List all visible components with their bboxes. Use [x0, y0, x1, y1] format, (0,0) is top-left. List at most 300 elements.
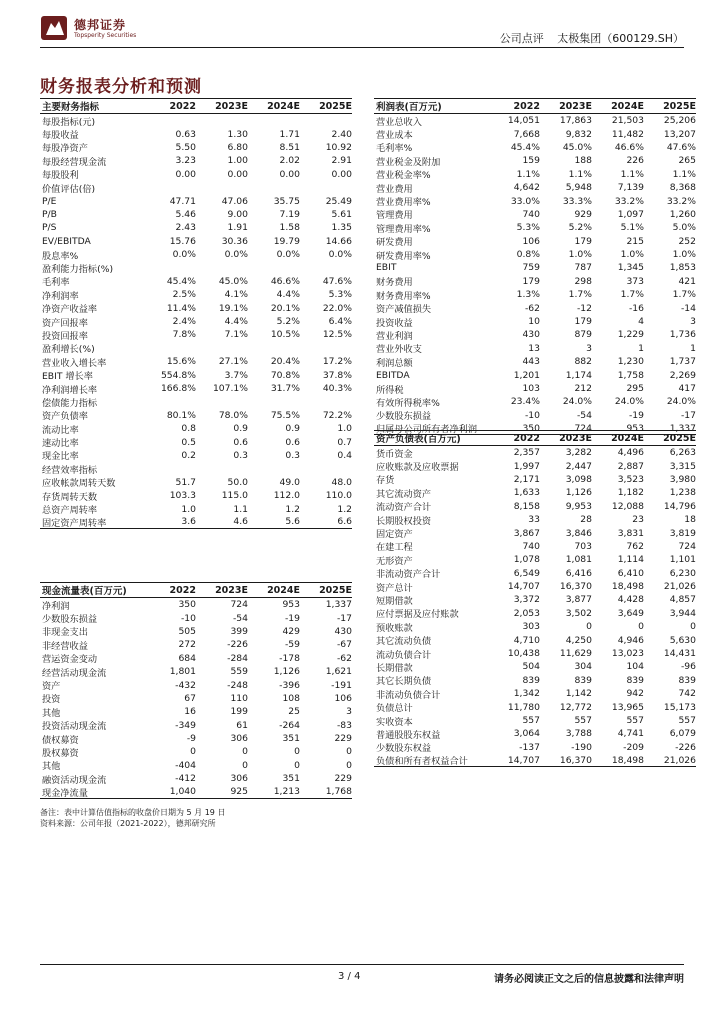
row-value: 6.4%: [328, 316, 352, 328]
row-value: 14.66: [325, 235, 352, 247]
table-row: [374, 382, 696, 395]
row-value: 1.3%: [516, 289, 540, 301]
table-row: [40, 382, 352, 395]
row-value: 2,357: [513, 447, 540, 459]
row-value: 1,342: [513, 688, 540, 700]
row-value: 0.6: [285, 436, 300, 448]
table-row: [374, 486, 696, 499]
row-value: 7.19: [279, 208, 300, 220]
table-row: [374, 473, 696, 486]
row-label: 净利润率: [42, 290, 79, 302]
row-value: 11,780: [507, 701, 540, 713]
row-value: 1,337: [669, 422, 696, 434]
row-value: 0: [586, 621, 592, 633]
row-value: 1.0: [337, 423, 352, 435]
row-value: 2,053: [513, 607, 540, 619]
row-value: 1.1: [233, 503, 248, 515]
row-value: 3.23: [175, 155, 196, 167]
row-value: 0.8%: [516, 249, 540, 261]
row-value: 20.4%: [270, 356, 300, 368]
row-value: 351: [282, 733, 300, 745]
row-value: 107.1%: [212, 383, 248, 394]
row-label: 投资: [42, 694, 61, 706]
row-value: 1,078: [513, 554, 540, 566]
row-value: 724: [230, 599, 248, 611]
row-value: 1.30: [227, 128, 248, 140]
row-value: 1.00: [227, 155, 248, 167]
row-label: 营运资金变动: [42, 654, 98, 666]
row-value: 351: [282, 773, 300, 785]
row-value: 1: [638, 342, 644, 354]
row-label: 投资活动现金流: [42, 721, 107, 733]
row-value: 0.9: [233, 423, 248, 435]
row-label: 每股指标(元): [42, 116, 96, 128]
row-value: 1.0%: [620, 249, 644, 261]
row-value: 3,098: [565, 473, 592, 485]
row-value: 0.3: [285, 449, 300, 461]
row-value: 13,207: [663, 128, 696, 140]
row-label: 毛利率%: [376, 143, 413, 155]
row-value: 0.63: [175, 128, 196, 140]
row-label: 所得税: [376, 384, 404, 396]
row-value: 23: [632, 514, 644, 526]
row-value: 2.4%: [172, 316, 196, 328]
row-value: 1,737: [669, 356, 696, 368]
table-title: 现金流量表(百万元): [42, 586, 127, 597]
row-label: 研发费用率%: [376, 250, 431, 262]
row-value: 4,710: [513, 634, 540, 646]
table-row: [374, 446, 696, 459]
row-label: 每股收益: [42, 130, 79, 142]
row-value: 19.79: [273, 235, 300, 247]
row-value: 6,410: [617, 567, 644, 579]
row-value: 3,372: [513, 594, 540, 606]
table-row: [40, 127, 352, 140]
row-value: 47.6%: [322, 275, 352, 287]
row-value: 557: [574, 715, 592, 726]
row-value: 47.71: [169, 195, 196, 207]
row-label: 无形资产: [376, 555, 413, 567]
table-row: [40, 678, 352, 691]
row-label: 融资活动现金流: [42, 774, 107, 786]
row-value: 1.0%: [568, 249, 592, 261]
row-value: 1,081: [565, 554, 592, 566]
row-value: -54: [232, 612, 248, 624]
row-label: 净资产收益率: [42, 304, 98, 316]
row-value: 15.6%: [166, 356, 196, 368]
row-value: 112.0: [273, 490, 300, 502]
table-row: [374, 500, 696, 513]
table-row: [374, 328, 696, 341]
table-row: [374, 714, 696, 727]
row-value: 4.1%: [224, 289, 248, 301]
row-value: 1.7%: [620, 289, 644, 301]
table-row: [374, 620, 696, 633]
row-label: 每股股利: [42, 170, 79, 182]
row-value: 929: [574, 208, 592, 220]
row-value: 0: [638, 621, 644, 633]
table-row: [374, 633, 696, 646]
row-value: 0: [294, 746, 300, 758]
row-value: 1,337: [325, 599, 352, 611]
row-value: 7.8%: [172, 329, 196, 341]
row-value: 1.2: [285, 503, 300, 515]
table-row: [374, 248, 696, 261]
table-header: [40, 98, 352, 114]
row-value: 724: [678, 540, 696, 552]
table-row: [374, 275, 696, 288]
row-value: 33.2%: [666, 195, 696, 207]
row-value: -264: [279, 719, 300, 731]
row-value: 10.5%: [270, 329, 300, 341]
row-value: 557: [626, 715, 644, 726]
year-header: 2024E: [611, 432, 644, 444]
row-value: 110: [230, 692, 248, 704]
table-row: [374, 154, 696, 167]
year-header: 2022: [169, 100, 196, 112]
page-footer: [40, 964, 684, 984]
table-row: [374, 288, 696, 301]
row-value: 115.0: [221, 490, 248, 502]
row-value: 4,496: [617, 447, 644, 459]
row-value: 0.0%: [276, 249, 300, 261]
row-value: 399: [230, 625, 248, 637]
row-value: 2.43: [175, 222, 196, 234]
row-value: 1,230: [617, 356, 644, 368]
year-header: 2022: [169, 584, 196, 596]
row-value: 2,447: [565, 460, 592, 472]
table-row: [374, 208, 696, 221]
row-value: 33: [528, 514, 540, 526]
row-label: EBITDA: [376, 369, 410, 381]
row-value: 3,788: [565, 728, 592, 740]
row-label: 经营活动现金流: [42, 667, 107, 679]
table-row: [40, 248, 352, 261]
row-value: 108: [282, 692, 300, 704]
table-title: 主要财务指标: [42, 102, 100, 113]
table-row: [40, 692, 352, 705]
row-value: 557: [678, 715, 696, 726]
row-value: 45.0%: [562, 141, 592, 153]
row-value: 188: [574, 155, 592, 167]
row-value: 6,079: [669, 728, 696, 740]
row-value: 3,980: [669, 473, 696, 485]
row-value: 2,269: [669, 369, 696, 381]
row-value: 303: [522, 621, 540, 633]
row-value: 554.8%: [160, 369, 196, 381]
table-row: [40, 194, 352, 207]
row-value: -16: [628, 302, 644, 314]
row-value: 4.4%: [224, 316, 248, 328]
row-value: 27.1%: [218, 356, 248, 368]
row-label: EBIT 增长率: [42, 371, 93, 383]
row-label: 股息率%: [42, 250, 79, 262]
logo-name: 德邦证券: [74, 18, 127, 32]
row-value: 1.58: [279, 222, 300, 234]
row-value: 1,114: [617, 554, 644, 566]
row-value: 2,171: [513, 473, 540, 485]
row-value: 4,642: [513, 182, 540, 194]
row-value: 3,831: [617, 527, 644, 539]
row-value: 18,498: [611, 754, 644, 766]
row-value: -284: [227, 652, 248, 664]
row-value: 3,064: [513, 728, 540, 740]
table-row: [374, 700, 696, 713]
row-label: 盈利增长(%): [42, 344, 95, 356]
row-value: 1: [690, 342, 696, 354]
row-value: 5.3%: [328, 289, 352, 301]
row-value: 252: [678, 235, 696, 247]
row-value: 9.00: [227, 208, 248, 220]
row-value: 14,707: [507, 581, 540, 593]
row-value: 1,621: [325, 666, 352, 678]
row-value: -10: [524, 409, 540, 421]
row-value: 1,736: [669, 329, 696, 341]
table-row: [374, 368, 696, 381]
row-label: 营业外收支: [376, 344, 422, 356]
row-label: 营业收入增长率: [42, 357, 107, 369]
row-value: 18: [684, 514, 696, 526]
year-header: 2025E: [663, 432, 696, 444]
row-value: -10: [180, 612, 196, 624]
row-value: 46.6%: [270, 275, 300, 287]
table-row: [40, 745, 352, 758]
row-value: 25: [288, 706, 300, 718]
note-line: 资料来源：公司年报（2021-2022），德邦研究所: [40, 819, 216, 828]
table-title: 资产负债表(百万元): [376, 434, 461, 445]
row-label: EBIT: [376, 262, 397, 274]
row-value: 17,863: [559, 115, 592, 127]
row-value: 1,174: [565, 369, 592, 381]
row-value: 5,948: [565, 182, 592, 194]
row-value: 0.00: [175, 168, 196, 180]
row-value: -59: [284, 639, 300, 651]
row-value: 179: [574, 235, 592, 247]
row-value: 28: [580, 514, 592, 526]
row-value: 0.00: [227, 168, 248, 180]
row-value: 47.6%: [666, 141, 696, 153]
row-value: 1,201: [513, 369, 540, 381]
row-value: 879: [574, 329, 592, 341]
row-value: 839: [574, 674, 592, 686]
row-value: 787: [574, 262, 592, 274]
row-value: -226: [227, 639, 248, 651]
table-row: [374, 221, 696, 234]
company-logo: [40, 14, 190, 44]
row-value: 33.3%: [562, 195, 592, 207]
row-value: 1,853: [669, 262, 696, 274]
row-value: 0.8: [181, 423, 196, 435]
row-value: 1.91: [227, 222, 248, 234]
row-value: 16,370: [559, 581, 592, 593]
row-value: 33.0%: [510, 195, 540, 207]
row-value: 1.0: [181, 503, 196, 515]
year-header: 2023E: [559, 100, 592, 112]
row-value: -190: [571, 741, 592, 753]
row-value: 13: [528, 342, 540, 354]
row-value: 18,498: [611, 581, 644, 593]
row-label: 经营效率指标: [42, 464, 98, 476]
row-value: 0: [242, 746, 248, 758]
row-label: 固定资产周转率: [42, 517, 107, 529]
row-label: 非流动资产合计: [376, 569, 441, 581]
table-row: [40, 435, 352, 448]
table-row: [40, 235, 352, 248]
row-value: 298: [574, 275, 592, 287]
year-header: 2022: [513, 100, 540, 112]
row-value: 5.6: [285, 516, 300, 528]
row-value: -19: [628, 409, 644, 421]
row-label: 应付票据及应付账款: [376, 609, 459, 621]
row-value: -412: [175, 773, 196, 785]
row-label: P/B: [42, 208, 57, 220]
row-value: 306: [230, 773, 248, 785]
row-value: 212: [574, 383, 592, 394]
row-value: 5.0%: [672, 222, 696, 234]
year-header: 2024E: [267, 100, 300, 112]
row-value: 8,368: [669, 182, 696, 194]
row-label: 资产: [42, 681, 61, 693]
row-label: 流动负债合计: [376, 649, 432, 661]
row-label: 营业成本: [376, 130, 413, 142]
row-label: 存货周转天数: [42, 491, 98, 503]
row-value: 10: [528, 316, 540, 328]
row-label: 应收账款及应收票据: [376, 462, 459, 474]
row-value: 3,315: [669, 460, 696, 472]
row-value: 9,832: [565, 128, 592, 140]
row-value: 215: [626, 235, 644, 247]
row-value: -432: [175, 679, 196, 691]
row-value: 1,097: [617, 208, 644, 220]
row-value: 2.91: [331, 155, 352, 167]
table-row: [374, 553, 696, 566]
row-value: 7,139: [617, 182, 644, 194]
row-value: 226: [626, 155, 644, 167]
row-value: 51.7: [175, 476, 196, 488]
row-value: -96: [680, 661, 696, 673]
row-label: 营业税金及附加: [376, 156, 441, 168]
table-row: [374, 567, 696, 580]
table-row: [40, 516, 352, 529]
row-value: 12,088: [611, 500, 644, 512]
row-value: 0: [294, 759, 300, 771]
row-label: P/S: [42, 222, 57, 234]
row-value: 4,250: [565, 634, 592, 646]
row-value: 839: [522, 674, 540, 686]
row-value: 1.7%: [568, 289, 592, 301]
year-header: 2023E: [215, 100, 248, 112]
row-value: -404: [175, 759, 196, 771]
row-value: 67: [184, 692, 196, 704]
row-label: 研发费用: [376, 237, 413, 249]
page-number: 3 / 4: [338, 971, 361, 982]
table-row: [40, 208, 352, 221]
row-value: -54: [576, 409, 592, 421]
row-value: 1,260: [669, 208, 696, 220]
row-value: 6,263: [669, 447, 696, 459]
row-value: 6.80: [227, 141, 248, 153]
table-row: [374, 540, 696, 553]
row-value: 37.8%: [322, 369, 352, 381]
row-value: 11,482: [611, 128, 644, 140]
row-label: 债权募资: [42, 734, 79, 746]
row-value: 3,944: [669, 607, 696, 619]
row-value: 14,707: [507, 754, 540, 766]
table-row: [40, 625, 352, 638]
row-value: 557: [522, 715, 540, 726]
row-value: 5.3%: [516, 222, 540, 234]
row-value: 2.02: [279, 155, 300, 167]
row-value: 421: [678, 275, 696, 287]
row-value: 4,428: [617, 594, 644, 606]
row-value: -19: [284, 612, 300, 624]
row-value: 11.4%: [166, 302, 196, 314]
table-row: [40, 288, 352, 301]
row-value: -12: [576, 302, 592, 314]
disclaimer: 请务必阅读正文之后的信息披露和法律声明: [494, 974, 684, 985]
table-row: [40, 422, 352, 435]
row-value: 5.2%: [568, 222, 592, 234]
row-value: 1,633: [513, 487, 540, 499]
row-value: 40.3%: [322, 383, 352, 394]
table-row: [374, 395, 696, 408]
row-label: 短期借款: [376, 596, 413, 607]
row-value: 179: [574, 316, 592, 328]
row-value: 46.6%: [614, 141, 644, 153]
row-value: 8.51: [279, 141, 300, 153]
year-header: 2023E: [559, 432, 592, 444]
row-label: 资产负债率: [42, 411, 88, 423]
table-header: [374, 98, 696, 114]
row-value: 21,026: [663, 754, 696, 766]
table-row: [40, 355, 352, 368]
table-row: [40, 181, 352, 194]
row-value: 0: [346, 746, 352, 758]
table-row: [374, 754, 696, 767]
row-value: 5.46: [175, 208, 196, 220]
table-row: [374, 660, 696, 673]
row-value: -62: [336, 652, 352, 664]
table-row: [40, 665, 352, 678]
row-value: 5.2%: [276, 316, 300, 328]
row-value: 7.1%: [224, 329, 248, 341]
row-label: 非经营收益: [42, 640, 88, 652]
row-value: 1,758: [617, 369, 644, 381]
row-value: 0.00: [331, 168, 352, 180]
row-value: 1.1%: [516, 168, 540, 180]
row-value: 50.0: [227, 476, 248, 488]
row-label: 其它流动负债: [376, 636, 432, 648]
row-value: 5.1%: [620, 222, 644, 234]
table-header: [374, 430, 696, 446]
row-value: 3: [586, 342, 592, 354]
row-value: 1,229: [617, 329, 644, 341]
row-value: 759: [522, 262, 540, 274]
row-label: 存货: [376, 475, 395, 487]
row-value: 25,206: [663, 115, 696, 127]
row-label: 利润总额: [376, 357, 413, 369]
row-value: 3.6: [181, 516, 196, 528]
row-value: 10.92: [325, 141, 352, 153]
page-header: [40, 12, 684, 48]
row-value: -62: [524, 302, 540, 314]
row-value: 0: [190, 746, 196, 758]
table-row: [374, 741, 696, 754]
row-value: 17.2%: [322, 356, 352, 368]
row-value: 16,370: [559, 754, 592, 766]
row-value: 12,772: [559, 701, 592, 713]
row-value: 14,051: [507, 115, 540, 127]
